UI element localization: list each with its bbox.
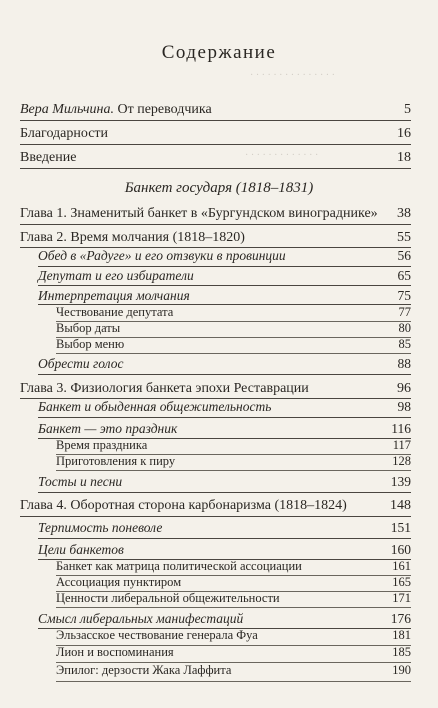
entry-rule <box>38 538 411 539</box>
toc-entry-label: Цели банкетов <box>38 542 124 557</box>
entry-rule <box>38 559 411 560</box>
toc-entry-label: Эпилог: дерзости Жака Лаффита <box>56 663 232 677</box>
toc-entry-page: 98 <box>397 399 411 414</box>
toc-entry-page: 190 <box>392 663 411 677</box>
toc-entry-page: 128 <box>392 454 411 468</box>
entry-rule <box>56 454 411 455</box>
toc-chapter[interactable] <box>0 381 438 399</box>
toc-subsection[interactable] <box>0 663 438 681</box>
toc-entry-label: Тосты и песни <box>38 474 123 489</box>
entry-rule <box>56 662 411 663</box>
part-title: Банкет государя (1818–1831) <box>124 180 314 196</box>
toc-entry-page: 117 <box>392 438 411 452</box>
toc-section[interactable] <box>0 474 438 492</box>
toc-entry-label: Интерпретация молчания <box>38 288 190 303</box>
entry-rule <box>38 438 411 439</box>
toc-entry-label: Глава 3. Физиология банкета эпохи Реставрации <box>20 381 309 396</box>
toc-entry-label: Банкет — это праздник <box>38 421 178 436</box>
entry-rule <box>38 285 411 286</box>
toc-entry-label: Лион и воспоминания <box>56 645 174 659</box>
entry-rule <box>38 304 411 305</box>
toc-entry-page: 38 <box>397 206 411 221</box>
toc-entry-page: 139 <box>390 474 411 489</box>
entry-rule <box>20 168 411 169</box>
toc-section[interactable] <box>0 421 438 439</box>
entry-rule <box>56 575 411 576</box>
toc-entry-page: 165 <box>392 575 411 589</box>
toc-entry-label: Смысл либеральных манифестаций <box>38 611 244 626</box>
toc-entry-label: Глава 1. Знаменитый банкет в «Бургундском винограднике» <box>20 206 378 221</box>
toc-entry-page: 77 <box>398 305 411 319</box>
bleed-through-text: · · · · · · · · · · · · · · · <box>250 70 335 81</box>
toc-entry-label: Банкет как матрица политической ассоциации <box>56 559 302 573</box>
toc-entry-label: Глава 4. Оборотная сторона карбонаризма (1818–1824) <box>20 498 347 513</box>
entry-rule <box>20 120 411 121</box>
toc-entry-page: 65 <box>397 268 411 283</box>
entry-rule <box>56 337 411 338</box>
toc-entry-page: 88 <box>397 356 411 371</box>
entry-rule <box>20 516 411 517</box>
toc-entry-page: 151 <box>390 520 411 535</box>
toc-entry-page: 148 <box>390 498 411 513</box>
toc-subsection[interactable] <box>0 628 438 646</box>
toc-entry-label: Обед в «Радуге» и его отзвуки в провинции <box>38 248 286 263</box>
toc-entry-page: 56 <box>397 248 411 263</box>
toc-section[interactable] <box>0 268 438 286</box>
toc-entry-label: Банкет и обыденная общежительность <box>38 399 272 414</box>
entry-rule <box>38 374 411 375</box>
toc-entry-page: 18 <box>397 150 411 165</box>
toc-heading: Содержание <box>161 42 277 63</box>
toc-entry[interactable] <box>0 150 438 168</box>
toc-entry-page: 116 <box>391 421 411 436</box>
toc-entry-page: 5 <box>404 102 411 117</box>
toc-entry-label: Выбор меню <box>56 337 125 351</box>
toc-section[interactable] <box>0 611 438 629</box>
entry-rule <box>20 247 411 248</box>
entry-rule <box>38 417 411 418</box>
toc-entry-label: Ассоциация пунктиром <box>56 575 182 589</box>
entry-rule <box>56 470 411 471</box>
toc-section[interactable] <box>0 248 438 266</box>
toc-chapter[interactable] <box>0 206 438 224</box>
toc-entry-label: Введение <box>20 150 77 165</box>
toc-entry-label: Эльзасское чествование генерала Фуа <box>56 628 258 642</box>
toc-entry-page: 161 <box>392 559 411 573</box>
entry-rule <box>20 224 411 225</box>
entry-rule <box>38 492 411 493</box>
toc-entry[interactable] <box>0 126 438 144</box>
toc-entry-label: Депутат и его избиратели <box>38 268 194 283</box>
entry-rule <box>20 144 411 145</box>
toc-section[interactable] <box>0 542 438 560</box>
toc-entry-page: 96 <box>397 381 411 396</box>
toc-entry-label: Благодарности <box>20 126 109 141</box>
toc-entry-page: 171 <box>392 591 411 605</box>
bleed-through-text: · · · · · · · · · · · · · <box>245 150 319 161</box>
toc-entry-page: 181 <box>392 628 411 642</box>
toc-entry-page: 160 <box>390 542 411 557</box>
toc-entry-label: От переводчика <box>114 102 212 117</box>
toc-entry-label: Обрести голос <box>38 356 124 371</box>
entry-rule <box>56 645 411 646</box>
entry-rule <box>56 353 411 354</box>
toc-entry[interactable] <box>0 102 438 120</box>
toc-subsection[interactable] <box>0 645 438 663</box>
toc-entry-page: 16 <box>397 126 411 141</box>
toc-entry-label: Ценности либеральной общежительности <box>56 591 280 605</box>
toc-entry-label: Приготовления к пиру <box>56 454 176 468</box>
toc-entry-label: Выбор даты <box>56 321 121 335</box>
toc-section[interactable] <box>0 399 438 417</box>
entry-rule <box>56 591 411 592</box>
toc-entry-page: 75 <box>397 288 411 303</box>
toc-entry-label: Чествование депутата <box>56 305 174 319</box>
toc-entry-page: 176 <box>390 611 411 626</box>
entry-rule <box>38 628 411 629</box>
toc-entry-page: 55 <box>397 230 411 245</box>
toc-entry-label: Глава 2. Время молчания (1818–1820) <box>20 230 245 245</box>
toc-entry-label: Терпимость поневоле <box>38 520 163 535</box>
toc-entry-author: Вера Мильчина. <box>20 102 114 117</box>
toc-entry-page: 85 <box>398 337 411 351</box>
entry-rule <box>38 266 411 267</box>
toc-section[interactable] <box>0 520 438 538</box>
entry-rule <box>56 681 411 682</box>
toc-entry-page: 185 <box>392 645 411 659</box>
toc-chapter[interactable] <box>0 230 438 248</box>
toc-chapter[interactable] <box>0 498 438 516</box>
toc-entry-label: Время праздника <box>56 438 148 452</box>
toc-entry-page: 80 <box>398 321 411 335</box>
entry-rule <box>20 398 411 399</box>
entry-rule <box>56 607 411 608</box>
entry-rule <box>56 321 411 322</box>
toc-section[interactable] <box>0 356 438 374</box>
